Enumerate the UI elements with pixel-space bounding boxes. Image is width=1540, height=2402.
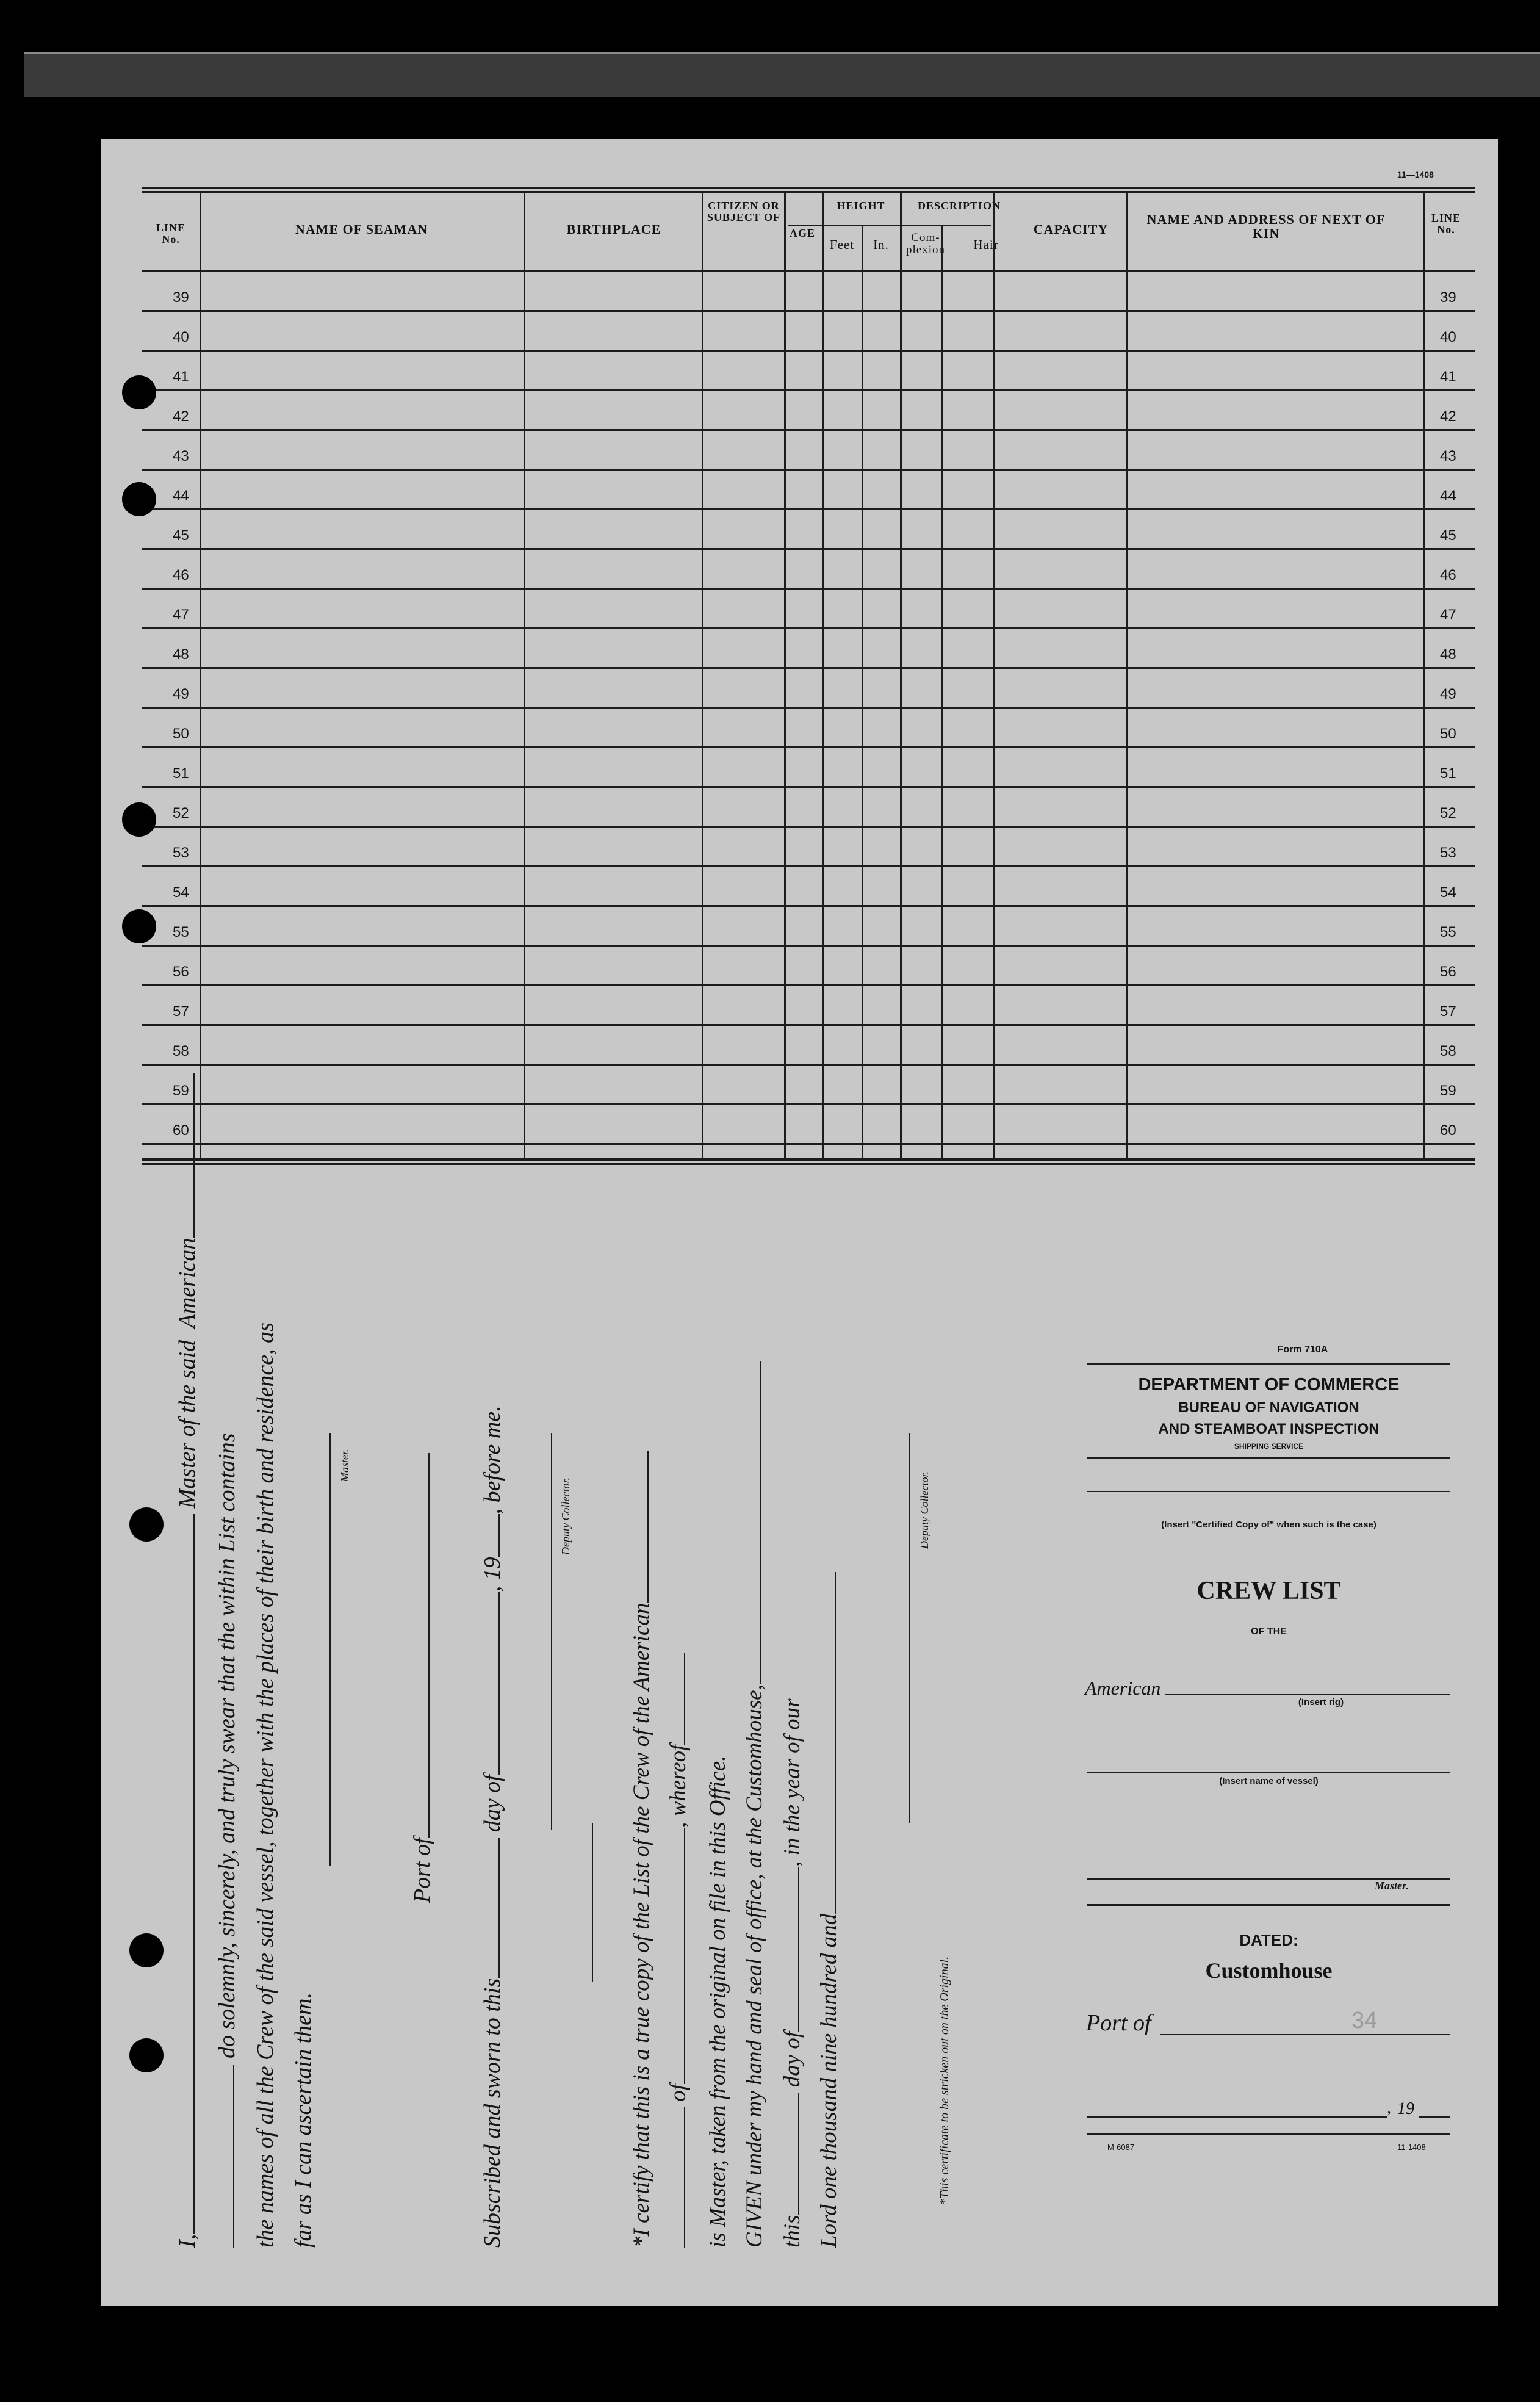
cover-of-the: OF THE bbox=[1251, 1626, 1287, 1637]
line-number-right: 48 bbox=[1440, 646, 1456, 663]
line-number-right: 55 bbox=[1440, 924, 1456, 940]
punch-hole bbox=[129, 1933, 164, 1967]
oath-line-2: do solemnly, sincerely, and truly swear that the within List contains bbox=[214, 1433, 240, 2248]
col-complexion: Com- plexion bbox=[906, 231, 945, 256]
line-number-right: 47 bbox=[1440, 607, 1456, 623]
line-number-right: 60 bbox=[1440, 1122, 1456, 1139]
oath-line-3: the names of all the Crew of the said vessel, together with the places of their birth and residence, as bbox=[253, 1322, 278, 2248]
line-number-right: 53 bbox=[1440, 845, 1456, 861]
master-signature-label: Master. bbox=[339, 1449, 351, 1482]
col-name-of-seaman: NAME OF SEAMAN bbox=[295, 222, 428, 237]
line-number-left: 45 bbox=[173, 527, 189, 544]
col-feet: Feet bbox=[829, 237, 855, 252]
line-number-left: 49 bbox=[173, 686, 189, 702]
oath-port-of: Port of bbox=[409, 1453, 436, 1903]
punch-hole bbox=[129, 1507, 164, 1542]
cover-american: American bbox=[1085, 1677, 1161, 1699]
cover-shipping-service: SHIPPING SERVICE bbox=[1234, 1442, 1304, 1451]
scanner-edge bbox=[24, 52, 1540, 97]
line-number-right: 59 bbox=[1440, 1083, 1456, 1099]
oath-given: GIVEN under my hand and seal of office, at the Customhouse, bbox=[741, 1361, 768, 2248]
line-number-left: 40 bbox=[173, 329, 189, 345]
punch-hole bbox=[122, 909, 156, 943]
cover-form-number: Form 710A bbox=[1277, 1344, 1328, 1355]
line-number-left: 42 bbox=[173, 408, 189, 425]
line-number-left: 44 bbox=[173, 488, 189, 504]
line-number-left: 52 bbox=[173, 805, 189, 821]
line-number-right: 49 bbox=[1440, 686, 1456, 702]
line-number-right: 50 bbox=[1440, 726, 1456, 742]
oath-certify-of: of, whereof bbox=[665, 1653, 691, 2248]
line-number-right: 56 bbox=[1440, 964, 1456, 980]
line-number-left: 60 bbox=[173, 1122, 189, 1139]
cover-insert-rig: (Insert rig) bbox=[1298, 1697, 1344, 1708]
deputy-collector-label-2: Deputy Collector. bbox=[918, 1471, 930, 1549]
oath-given-lord: Lord one thousand nine hundred and bbox=[816, 1572, 842, 2248]
line-number-right: 39 bbox=[1440, 289, 1456, 306]
cover-master-label: Master. bbox=[1375, 1880, 1409, 1892]
line-number-left: 50 bbox=[173, 726, 189, 742]
line-number-right: 57 bbox=[1440, 1003, 1456, 1020]
line-number-left: 59 bbox=[173, 1083, 189, 1099]
col-hair: Hair bbox=[973, 237, 999, 252]
cover-title: CREW LIST bbox=[1196, 1577, 1341, 1605]
crew-list-page: 11—1408 LINE No. NAME OF SEAMAN BIRTHPLACE CITIZEN OR SUBJECT OF AGE HEIGHT Feet In. DESCRIPTION Com- plexion Hair CAPACITY NAME AND ADDRESS OF NEXT OF KIN LINE No. 39 39 40 40 41 41 42 42 43 43 44 44 45 45 46 46 47 47 48 48 49 49 50 50 51 51 52 52 53 53 54 54 55 55 56 56 57 57 58 58 59 59 60 60 I, Master of the said American do solemnly, sincerely, and truly swear that the within List contains the names of all the Crew of the said vessel, together with the places of their birth and residence, as far as I can ascertain them. Master. Port of Subscribed and sworn to this day of, 19, before me. Deputy Collector. *I certify that this is a true copy of the List of the Crew of the American of, whereof is Master, taken from the original on file in this Office. GIVEN under my hand and seal of office, at the Customhouse, this day of, in the year of our Lord one thousand nine hundred and Deputy Collector. *This certificate to be stricken out on the Original. Form 710A DEPARTMENT OF COMMERCE BUREAU OF NAVIGATION AND STEAMBOAT INSPECTION SHIPPING SERVICE (Insert "Certified Copy of" when such is the case) CREW LIST OF THE American (Insert rig) (Insert name of vessel) Master. DATED: Customhouse Port of 34 , 19 M-6087 11-1408 bbox=[101, 139, 1498, 2306]
col-capacity: CAPACITY bbox=[1033, 222, 1109, 237]
oath-certify: *I certify that this is a true copy of the List of the Crew of the American bbox=[628, 1451, 655, 2248]
line-number-right: 42 bbox=[1440, 408, 1456, 425]
line-number-right: 43 bbox=[1440, 448, 1456, 464]
line-number-left: 56 bbox=[173, 964, 189, 980]
cover-insert-certified: (Insert "Certified Copy of" when such is the case) bbox=[1161, 1520, 1376, 1530]
line-number-right: 54 bbox=[1440, 884, 1456, 901]
cover-dated: DATED: bbox=[1239, 1931, 1298, 1949]
cover-year: 19 bbox=[1397, 2099, 1414, 2118]
cover-code-left: M-6087 bbox=[1107, 2143, 1135, 2152]
line-number-right: 52 bbox=[1440, 805, 1456, 821]
oath-subscribed: Subscribed and sworn to this day of, 19, before me. bbox=[480, 1405, 505, 2248]
col-height: HEIGHT bbox=[837, 200, 885, 212]
col-inches: In. bbox=[873, 237, 889, 252]
line-number-left: 48 bbox=[173, 646, 189, 663]
line-number-left: 46 bbox=[173, 567, 189, 583]
cover-port-written: 34 bbox=[1351, 2008, 1378, 2033]
oath-given-day: this day of, in the year of our bbox=[780, 1698, 805, 2248]
col-next-of-kin: NAME AND ADDRESS OF NEXT OF KIN bbox=[1146, 212, 1386, 242]
line-number-left: 43 bbox=[173, 448, 189, 464]
col-description: DESCRIPTION bbox=[917, 200, 1001, 212]
col-line-no-right: LINE No. bbox=[1431, 212, 1461, 236]
line-number-left: 39 bbox=[173, 289, 189, 306]
line-number-right: 51 bbox=[1440, 765, 1456, 782]
certificate-footnote: *This certificate to be stricken out on the Original. bbox=[938, 1956, 951, 2205]
oath-certify-master: is Master, taken from the original on file in this Office. bbox=[705, 1755, 730, 2248]
punch-hole bbox=[122, 482, 156, 516]
line-number-right: 58 bbox=[1440, 1043, 1456, 1059]
col-citizen: CITIZEN OR SUBJECT OF bbox=[707, 200, 781, 223]
cover-customhouse: Customhouse bbox=[1205, 1958, 1333, 1983]
col-age: AGE bbox=[789, 227, 815, 239]
cover-code-right: 11-1408 bbox=[1397, 2143, 1426, 2152]
line-number-right: 45 bbox=[1440, 527, 1456, 544]
line-number-left: 41 bbox=[173, 369, 189, 385]
punch-hole bbox=[129, 2038, 164, 2072]
cover-department: DEPARTMENT OF COMMERCE bbox=[1138, 1375, 1400, 1394]
cover-insert-vessel: (Insert name of vessel) bbox=[1219, 1776, 1319, 1786]
cover-port-of: Port of bbox=[1086, 2010, 1151, 2036]
line-number-left: 57 bbox=[173, 1003, 189, 1020]
punch-hole bbox=[122, 802, 156, 837]
deputy-collector-label-1: Deputy Collector. bbox=[560, 1477, 572, 1555]
line-number-right: 46 bbox=[1440, 567, 1456, 583]
punch-hole bbox=[122, 375, 156, 409]
col-birthplace: BIRTHPLACE bbox=[566, 222, 661, 237]
line-number-left: 58 bbox=[173, 1043, 189, 1059]
form-number-top: 11—1408 bbox=[1397, 170, 1434, 179]
cover-inspection: AND STEAMBOAT INSPECTION bbox=[1158, 1421, 1380, 1437]
col-line-no: LINE No. bbox=[156, 222, 185, 245]
line-number-left: 47 bbox=[173, 607, 189, 623]
line-number-left: 53 bbox=[173, 845, 189, 861]
oath-line-4: far as I can ascertain them. bbox=[290, 1993, 316, 2248]
line-number-left: 54 bbox=[173, 884, 189, 901]
line-number-left: 51 bbox=[173, 765, 189, 782]
oath-line-1: I, Master of the said American bbox=[174, 1073, 201, 2248]
line-number-right: 44 bbox=[1440, 488, 1456, 504]
line-number-right: 41 bbox=[1440, 369, 1456, 385]
cover-bureau: BUREAU OF NAVIGATION bbox=[1178, 1399, 1359, 1416]
line-number-left: 55 bbox=[173, 924, 189, 940]
line-number-right: 40 bbox=[1440, 329, 1456, 345]
